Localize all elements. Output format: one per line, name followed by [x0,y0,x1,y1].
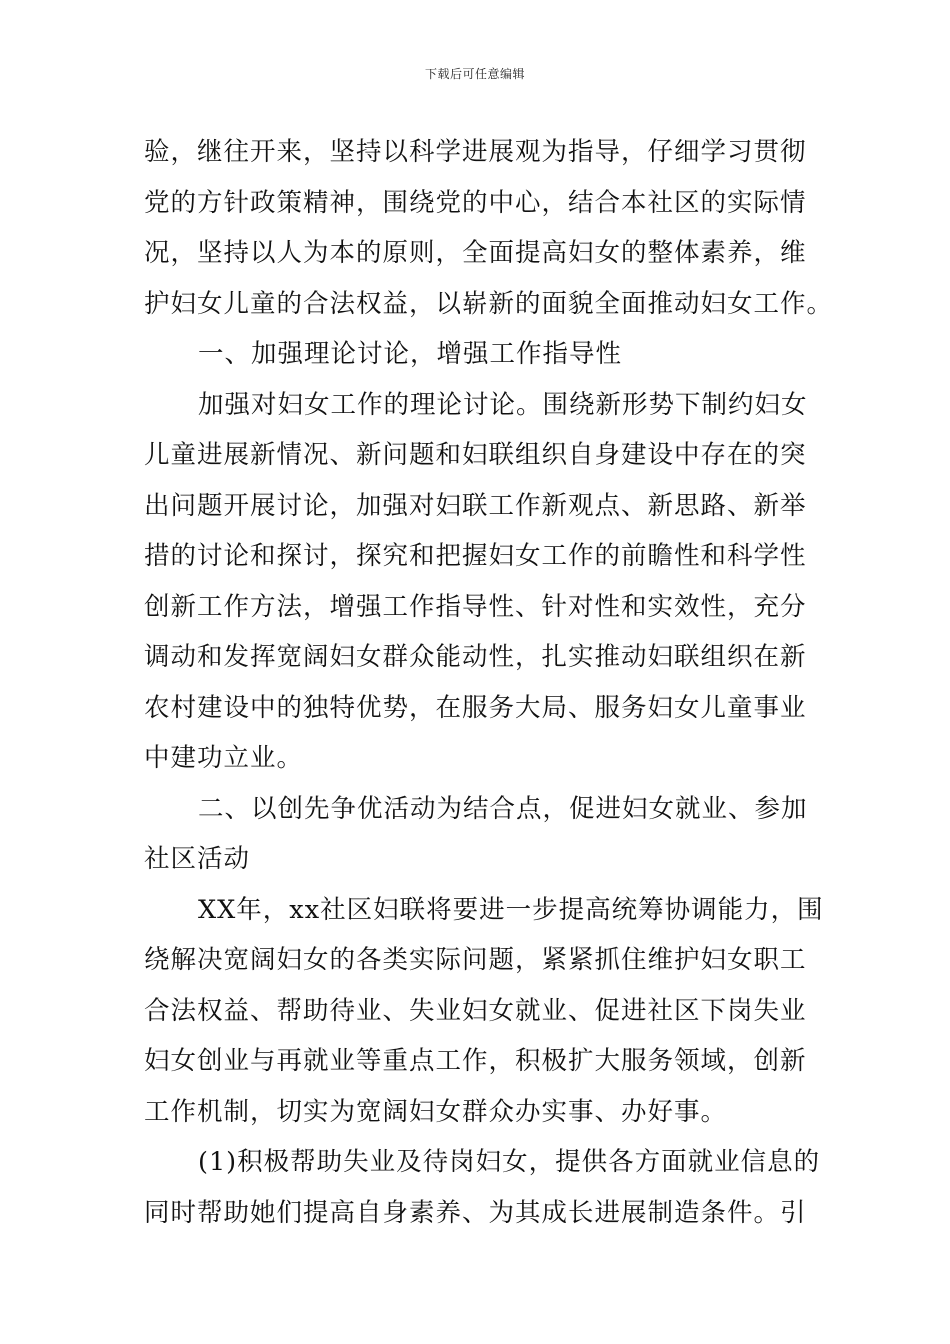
body-line: 创新工作方法，增强工作指导性、针对性和实效性，充分 [144,591,807,622]
body-line: XX年，xx社区妇联将要进一步提高统筹协调能力，围 [198,894,824,925]
body-line: 出问题开展讨论，加强对妇联工作新观点、新思路、新举 [144,490,807,521]
body-line: 况，坚持以人为本的原则，全面提高妇女的整体素养，维 [144,238,807,268]
section-heading-2-continued: 社区活动 [144,844,251,874]
body-line: 工作机制，切实为宽阔妇女群众办实事、办好事。 [144,1096,728,1127]
body-line: (1)积极帮助失业及待岗妇女，提供各方面就业信息的 [198,1147,821,1177]
body-line: 同时帮助她们提高自身素养、为其成长进展制造条件。引 [144,1197,807,1228]
body-line: 儿童进展新情况、新问题和妇联组织自身建设中存在的突 [144,440,807,470]
body-line: 中建功立业。 [144,743,304,773]
body-line: 加强对妇女工作的理论讨论。围绕新形势下制约妇女 [198,389,808,420]
body-line: 党的方针政策精神，围绕党的中心，结合本社区的实际情 [144,187,807,218]
body-line: 农村建设中的独特优势，在服务大局、服务妇女儿童事业 [144,692,807,723]
body-line: 验，继往开来，坚持以科学进展观为指导，仔细学习贯彻 [144,137,807,167]
body-line: 绕解决宽阔妇女的各类实际问题，紧紧抓住维护妇女职工 [144,945,807,975]
page-header: 下载后可任意编辑 [424,67,525,81]
section-heading-1: 一、加强理论讨论，增强工作指导性 [198,339,623,369]
body-line: 措的讨论和探讨，探究和把握妇女工作的前瞻性和科学性 [144,541,807,571]
document-body [144,127,834,1238]
body-line: 妇女创业与再就业等重点工作，积极扩大服务领域，创新 [144,1046,807,1076]
section-heading-2: 二、以创先争优活动为结合点，促进妇女就业、参加 [198,793,808,824]
body-line: 护妇女儿童的合法权益，以崭新的面貌全面推动妇女工作。 [144,288,834,319]
body-line: 合法权益、帮助待业、失业妇女就业、促进社区下岗失业 [144,995,807,1026]
body-line: 调动和发挥宽阔妇女群众能动性，扎实推动妇联组织在新 [144,642,807,672]
